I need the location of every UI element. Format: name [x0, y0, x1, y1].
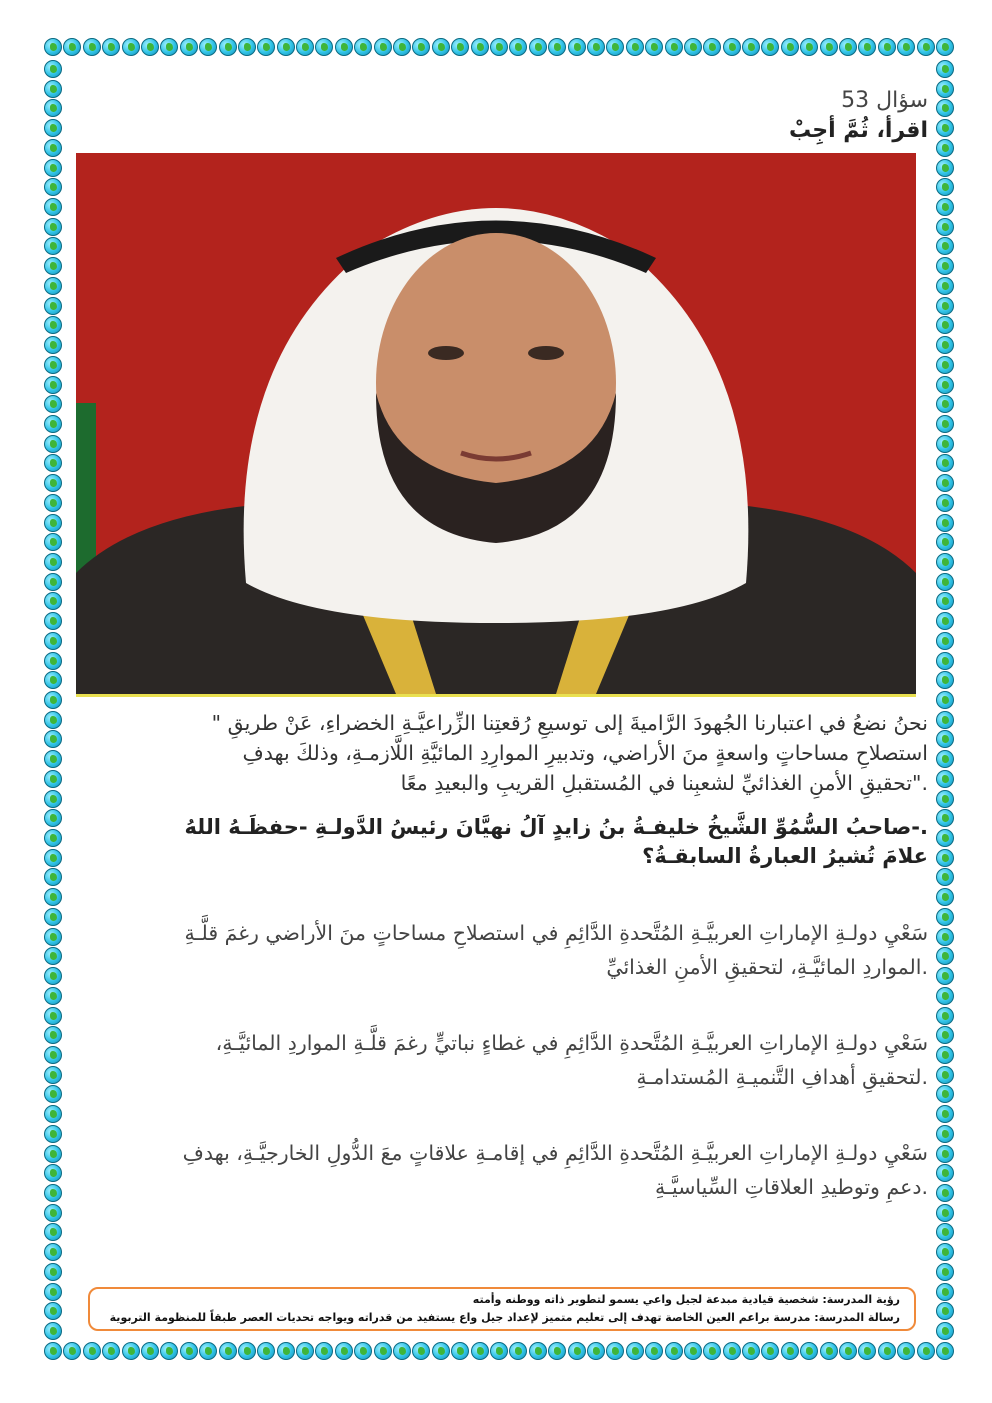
- globe-icon: [451, 1342, 469, 1360]
- globe-icon: [665, 38, 683, 56]
- globe-icon: [199, 1342, 217, 1360]
- globe-icon: [393, 38, 411, 56]
- globe-icon: [44, 1302, 62, 1320]
- globe-icon: [44, 1322, 62, 1340]
- globe-icon: [936, 612, 954, 630]
- globe-icon: [238, 1342, 256, 1360]
- globe-icon: [742, 1342, 760, 1360]
- globe-icon: [936, 60, 954, 78]
- globe-icon: [587, 38, 605, 56]
- globe-icon: [44, 533, 62, 551]
- globe-icon: [800, 1342, 818, 1360]
- globe-icon: [44, 435, 62, 453]
- globe-icon: [897, 38, 915, 56]
- globe-icon: [44, 38, 62, 56]
- globe-icon: [44, 987, 62, 1005]
- answer-option-2[interactable]: [58, 1026, 928, 1094]
- globe-icon: [44, 691, 62, 709]
- globe-icon: [44, 553, 62, 571]
- globe-icon: [839, 1342, 857, 1360]
- answer-option-1[interactable]: [58, 916, 928, 984]
- globe-icon: [878, 1342, 896, 1360]
- globe-icon: [296, 38, 314, 56]
- globe-icon: [412, 1342, 430, 1360]
- globe-icon: [936, 849, 954, 867]
- globe-icon: [606, 1342, 624, 1360]
- globe-icon: [471, 38, 489, 56]
- globe-icon: [936, 1223, 954, 1241]
- page-border-bottom: [44, 1342, 954, 1360]
- globe-icon: [44, 652, 62, 670]
- globe-icon: [412, 38, 430, 56]
- globe-icon: [878, 38, 896, 56]
- question-prompt: علامَ تُشيرُ العبارةُ السابقـةُ؟: [642, 844, 928, 868]
- globe-icon: [936, 237, 954, 255]
- globe-icon: [141, 1342, 159, 1360]
- globe-icon: [936, 1026, 954, 1044]
- globe-icon: [897, 1342, 915, 1360]
- globe-icon: [626, 1342, 644, 1360]
- globe-icon: [529, 38, 547, 56]
- globe-icon: [936, 336, 954, 354]
- globe-icon: [936, 474, 954, 492]
- globe-icon: [723, 1342, 741, 1360]
- globe-icon: [44, 592, 62, 610]
- globe-icon: [936, 218, 954, 236]
- globe-icon: [568, 38, 586, 56]
- globe-icon: [44, 336, 62, 354]
- globe-icon: [936, 533, 954, 551]
- globe-icon: [665, 1342, 683, 1360]
- globe-icon: [936, 790, 954, 808]
- globe-icon: [820, 38, 838, 56]
- globe-icon: [432, 38, 450, 56]
- globe-icon: [936, 809, 954, 827]
- globe-icon: [529, 1342, 547, 1360]
- globe-icon: [936, 435, 954, 453]
- question-number: سؤال 53: [841, 88, 928, 113]
- globe-icon: [936, 730, 954, 748]
- globe-icon: [645, 1342, 663, 1360]
- globe-icon: [936, 178, 954, 196]
- globe-icon: [684, 1342, 702, 1360]
- globe-icon: [936, 1046, 954, 1064]
- globe-icon: [645, 38, 663, 56]
- globe-icon: [936, 395, 954, 413]
- globe-icon: [180, 1342, 198, 1360]
- school-vision: رؤية المدرسة: شخصية قيادية مبدعة لجيل واعي يسمو لتطوير ذاته ووطنه وأمته: [472, 1293, 900, 1306]
- school-footer: [88, 1287, 916, 1331]
- globe-icon: [44, 316, 62, 334]
- globe-icon: [936, 454, 954, 472]
- globe-icon: [44, 159, 62, 177]
- globe-icon: [936, 1283, 954, 1301]
- globe-icon: [44, 119, 62, 137]
- globe-icon: [936, 553, 954, 571]
- quote-line-3: ."تحقيقِ الأمنِ الغذائيِّ لشعبِنا في المُستقبلِ القريبِ والبعيدِ معًا: [400, 771, 928, 795]
- globe-icon: [936, 652, 954, 670]
- globe-icon: [936, 494, 954, 512]
- globe-icon: [820, 1342, 838, 1360]
- globe-icon: [936, 1243, 954, 1261]
- question-instruction: اقرأ، ثُمَّ أجِبْ: [788, 118, 928, 143]
- globe-icon: [936, 592, 954, 610]
- globe-icon: [723, 38, 741, 56]
- globe-icon: [44, 1283, 62, 1301]
- globe-icon: [393, 1342, 411, 1360]
- globe-icon: [354, 1342, 372, 1360]
- globe-icon: [44, 1263, 62, 1281]
- globe-icon: [44, 474, 62, 492]
- globe-icon: [839, 38, 857, 56]
- globe-icon: [936, 277, 954, 295]
- globe-icon: [761, 1342, 779, 1360]
- globe-icon: [432, 1342, 450, 1360]
- globe-icon: [44, 888, 62, 906]
- globe-icon: [44, 573, 62, 591]
- globe-icon: [315, 1342, 333, 1360]
- globe-icon: [936, 99, 954, 117]
- globe-icon: [936, 908, 954, 926]
- globe-icon: [936, 80, 954, 98]
- globe-icon: [44, 277, 62, 295]
- globe-icon: [44, 415, 62, 433]
- quote-line-2: استصلاحِ مساحاتٍ واسعةٍ منَ الأراضي، وتدبيرِ الموارِدِ المائيَّةِ اللَّازمـةِ، وذلكَ بهدفِ: [242, 741, 928, 765]
- globe-icon: [83, 1342, 101, 1360]
- globe-icon: [44, 1007, 62, 1025]
- globe-icon: [44, 1342, 62, 1360]
- globe-icon: [180, 38, 198, 56]
- globe-icon: [102, 1342, 120, 1360]
- globe-icon: [238, 38, 256, 56]
- globe-icon: [936, 38, 954, 56]
- globe-icon: [44, 868, 62, 886]
- globe-icon: [936, 1342, 954, 1360]
- globe-icon: [44, 1223, 62, 1241]
- globe-icon: [936, 1007, 954, 1025]
- globe-icon: [335, 38, 353, 56]
- globe-icon: [936, 671, 954, 689]
- globe-icon: [44, 297, 62, 315]
- answer-option-3-line-2: .دعمِ وتوطيدِ العلاقاتِ السِّياسيَّـةِ: [655, 1175, 928, 1199]
- globe-icon: [257, 38, 275, 56]
- globe-icon: [936, 928, 954, 946]
- globe-icon: [490, 38, 508, 56]
- globe-icon: [296, 1342, 314, 1360]
- globe-icon: [548, 1342, 566, 1360]
- globe-icon: [936, 1302, 954, 1320]
- globe-icon: [44, 671, 62, 689]
- globe-icon: [936, 198, 954, 216]
- globe-icon: [354, 38, 372, 56]
- portrait-photo: [76, 153, 916, 697]
- globe-icon: [936, 987, 954, 1005]
- quote-attribution: .-صاحبُ السُّمُوِّ الشَّيخُ خليفـةُ بنُ زايدٍ آلُ نهيَّانَ رئيسُ الدَّولـةِ -حفظَـهُ اللهُ: [184, 815, 928, 839]
- globe-icon: [44, 1105, 62, 1123]
- globe-icon: [122, 38, 140, 56]
- globe-icon: [374, 1342, 392, 1360]
- globe-icon: [606, 38, 624, 56]
- globe-icon: [44, 80, 62, 98]
- answer-option-3-line-1: سَعْيِ دولـةِ الإماراتِ العربيَّـةِ المُتَّحدةِ الدَّائِمِ في إقامـةِ علاقاتٍ معَ الدُّولِ الخارجيَّـةِ، بهدفِ: [182, 1141, 928, 1165]
- globe-icon: [587, 1342, 605, 1360]
- globe-icon: [219, 38, 237, 56]
- globe-icon: [781, 1342, 799, 1360]
- globe-icon: [63, 38, 81, 56]
- globe-icon: [44, 237, 62, 255]
- globe-icon: [141, 38, 159, 56]
- answer-option-1-line-1: سَعْيِ دولـةِ الإماراتِ العربيَّـةِ المُتَّحدةِ الدَّائِمِ في استصلاحِ مساحاتٍ منَ الأراضي رغمَ قلَّـةِ: [184, 921, 928, 945]
- globe-icon: [374, 38, 392, 56]
- globe-icon: [936, 770, 954, 788]
- globe-icon: [761, 38, 779, 56]
- globe-icon: [509, 38, 527, 56]
- globe-icon: [44, 494, 62, 512]
- globe-icon: [568, 1342, 586, 1360]
- globe-icon: [160, 38, 178, 56]
- globe-icon: [44, 1243, 62, 1261]
- globe-icon: [44, 1204, 62, 1222]
- globe-icon: [315, 38, 333, 56]
- globe-icon: [936, 316, 954, 334]
- school-mission: رسالة المدرسة: مدرسة براعم العين الخاصة تهدف إلى تعليم متميز لإعداد جيل واع يستفيد من قدراته ويواجه تحديات العصر طبقاً للمنظومة التربوية: [109, 1311, 900, 1324]
- globe-icon: [684, 38, 702, 56]
- globe-icon: [936, 829, 954, 847]
- answer-option-1-line-2: .المواردِ المائيَّـةِ، لتحقيقِ الأمنِ الغذائيِّ: [606, 955, 928, 979]
- globe-icon: [44, 395, 62, 413]
- globe-icon: [44, 218, 62, 236]
- globe-icon: [44, 356, 62, 374]
- globe-icon: [490, 1342, 508, 1360]
- globe-icon: [44, 632, 62, 650]
- globe-icon: [703, 1342, 721, 1360]
- globe-icon: [917, 1342, 935, 1360]
- globe-icon: [44, 99, 62, 117]
- globe-icon: [936, 257, 954, 275]
- globe-icon: [936, 947, 954, 965]
- globe-icon: [936, 573, 954, 591]
- globe-icon: [936, 1263, 954, 1281]
- globe-icon: [936, 868, 954, 886]
- quote-line-1: نحنُ نضعُ في اعتبارنا الجُهودَ الرَّاميةَ إلى توسيعِ رُقعتِنا الزِّراعيَّـةِ الخضراءِ، عَنْ طريقِ ": [211, 711, 928, 735]
- globe-icon: [471, 1342, 489, 1360]
- globe-icon: [936, 888, 954, 906]
- globe-icon: [936, 415, 954, 433]
- page-border-right: [936, 60, 954, 1340]
- globe-icon: [44, 376, 62, 394]
- globe-icon: [44, 198, 62, 216]
- globe-icon: [936, 1204, 954, 1222]
- globe-icon: [44, 257, 62, 275]
- globe-icon: [44, 514, 62, 532]
- globe-icon: [781, 38, 799, 56]
- globe-icon: [44, 178, 62, 196]
- globe-icon: [936, 159, 954, 177]
- globe-icon: [509, 1342, 527, 1360]
- globe-icon: [936, 139, 954, 157]
- globe-icon: [548, 38, 566, 56]
- globe-icon: [257, 1342, 275, 1360]
- globe-icon: [936, 297, 954, 315]
- globe-icon: [936, 1164, 954, 1182]
- globe-icon: [219, 1342, 237, 1360]
- globe-icon: [703, 38, 721, 56]
- globe-icon: [626, 38, 644, 56]
- globe-icon: [122, 1342, 140, 1360]
- globe-icon: [936, 750, 954, 768]
- globe-icon: [936, 514, 954, 532]
- globe-icon: [936, 1184, 954, 1202]
- globe-icon: [83, 38, 101, 56]
- globe-icon: [936, 632, 954, 650]
- globe-icon: [277, 38, 295, 56]
- answer-option-2-line-1: سَعْيِ دولـةِ الإماراتِ العربيَّـةِ المُتَّحدةِ الدَّائِمِ في غطاءٍ نباتيٍّ رغمَ قلَّـةِ المواردِ المائيَّـةِ،: [215, 1031, 928, 1055]
- globe-icon: [917, 38, 935, 56]
- globe-icon: [199, 38, 217, 56]
- page-border-top: [44, 38, 954, 56]
- globe-icon: [936, 356, 954, 374]
- globe-icon: [936, 1105, 954, 1123]
- globe-icon: [936, 376, 954, 394]
- globe-icon: [44, 849, 62, 867]
- globe-icon: [44, 454, 62, 472]
- globe-icon: [160, 1342, 178, 1360]
- globe-icon: [936, 691, 954, 709]
- globe-icon: [335, 1342, 353, 1360]
- globe-icon: [936, 1322, 954, 1340]
- globe-icon: [936, 1085, 954, 1103]
- globe-icon: [936, 1125, 954, 1143]
- answer-option-2-line-2: .لتحقيقِ أهدافِ التَّنميـةِ المُستدامـةِ: [636, 1065, 928, 1089]
- globe-icon: [936, 711, 954, 729]
- globe-icon: [63, 1342, 81, 1360]
- answer-option-3[interactable]: [58, 1136, 928, 1204]
- globe-icon: [858, 1342, 876, 1360]
- globe-icon: [936, 119, 954, 137]
- globe-icon: [800, 38, 818, 56]
- globe-icon: [742, 38, 760, 56]
- globe-icon: [44, 60, 62, 78]
- globe-icon: [451, 38, 469, 56]
- globe-icon: [44, 139, 62, 157]
- globe-icon: [936, 967, 954, 985]
- globe-icon: [44, 612, 62, 630]
- globe-icon: [858, 38, 876, 56]
- globe-icon: [936, 1145, 954, 1163]
- globe-icon: [936, 1066, 954, 1084]
- globe-icon: [277, 1342, 295, 1360]
- globe-icon: [102, 38, 120, 56]
